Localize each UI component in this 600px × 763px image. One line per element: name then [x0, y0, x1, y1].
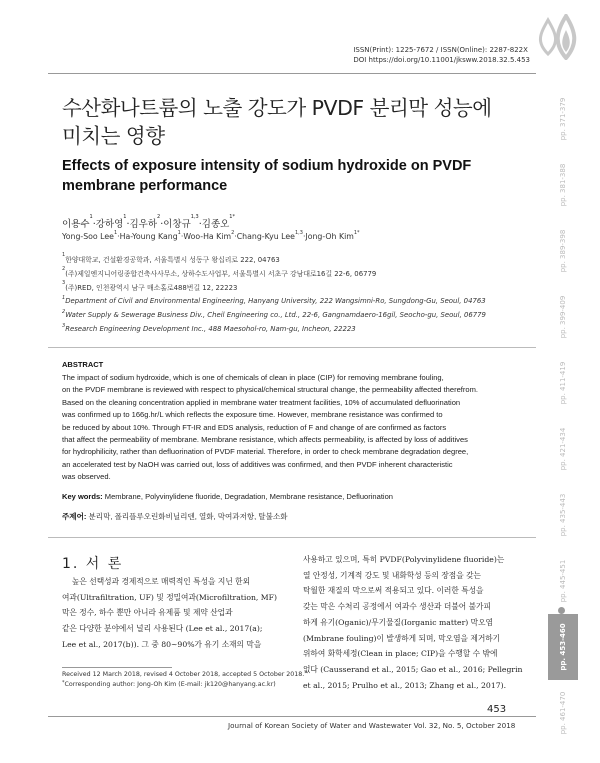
side-index-label: pp. 453-460 [559, 623, 567, 671]
doi-line[interactable]: DOI https://doi.org/10.11001/jksww.2018.32.5.453 [353, 56, 530, 64]
affiliation-en-2 [62, 311, 486, 319]
side-index-item[interactable] [548, 284, 578, 350]
side-index-label: pp. 421-434 [559, 427, 567, 471]
body-line: (Mmbrane fouling)이 발생하게 되며, 막오염을 제거하기 [303, 633, 501, 643]
author-kr-4-sup: 1,3 [190, 214, 199, 220]
author-kr-3: 김우하 [129, 219, 158, 230]
affiliation-kr-1 [62, 254, 280, 264]
footer-divider [48, 716, 536, 717]
affiliation-en-3-text: Research Engineering Development Inc., 488 Maesohol-ro, Nam-gu, Incheon, 22223 [65, 325, 356, 333]
affiliation-kr-1-sup: 1 [62, 252, 66, 258]
body-left-column [62, 574, 286, 653]
author-en-1-sup: 1 [113, 230, 118, 236]
affiliation-kr-1-text: 한양대학교, 건설환경공학과, 서울특별시 성동구 왕십리로 222, 04763 [65, 256, 280, 264]
authors-korean: 이용수$^1$·강하영$^1$·김우하$^2$·이창규$^{1,3}$·김종오$^{1*}$ [62, 214, 235, 230]
side-index-label: pp. 445-451 [559, 559, 567, 603]
footnote-divider [62, 667, 172, 668]
side-index-item[interactable] [548, 218, 578, 284]
side-index-item[interactable] [548, 482, 578, 548]
abstract-line: was confirmed up to 166g.hr/L which reflects the exposure time. However, membrane resistance was confirmed to [62, 410, 443, 420]
side-index-label: pp. 371-379 [559, 97, 567, 141]
affiliation-kr-2-text: (주)제일엔지니어링종합건축사사무소, 상하수도사업부, 서울특별시 서초구 강남대로16길 22-6, 06779 [65, 270, 377, 278]
side-page-index [548, 86, 578, 746]
body-line: 높은 선택성과 경제적으로 매력적인 특성을 지닌 한외 [72, 577, 251, 586]
abstract-heading: ABSTRACT [62, 360, 104, 369]
side-index-marker-dot [558, 607, 565, 614]
body-line: 사용하고 있으며, 특히 PVDF(Polyvinylidene fluoride)는 [303, 555, 505, 564]
keywords-korean [62, 511, 288, 522]
author-kr-4: 이창규 [163, 219, 191, 230]
abstract-line: for hydrophilicity, rather than defluorination of PVDF material. Therefore, in order to check membrane degradation degree, [62, 447, 469, 457]
affiliation-kr-3-text: (주)RED, 인천광역시 남구 매소홀로488번길 12, 22223 [65, 284, 238, 292]
title-korean [62, 94, 522, 150]
affiliation-en-1-sup: 1 [62, 295, 66, 301]
author-en-4-sup: 1,3 [294, 230, 303, 236]
body-line: 없다 (Causserand et al., 2015; Gao et al., 2016; Pellegrin [303, 664, 523, 674]
side-index-label: pp. 435-443 [559, 493, 567, 537]
body-line: 막은 정수, 하수 뿐만 아니라 유제품 및 제약 산업과 [62, 608, 233, 618]
body-line: 탁월한 재질의 막으로써 적용되고 있다. 이러한 특성을 [303, 586, 484, 596]
author-en-4: Chang-Kyu Lee [236, 232, 295, 241]
header-divider [48, 73, 536, 74]
side-index-item-active[interactable] [548, 614, 578, 680]
author-kr-5: 김종오 [201, 219, 230, 230]
body-line: 같은 다양한 분야에서 널리 사용된다 (Lee et al., 2017(a); [62, 624, 263, 634]
side-index-item[interactable] [548, 548, 578, 614]
author-en-2: Ha-Young Kang [119, 232, 178, 241]
body-divider [48, 537, 536, 538]
author-kr-1-sup: 1 [89, 214, 93, 220]
side-index-label: pp. 461-470 [559, 691, 567, 735]
title-korean-line-2: 미치는 영향 [62, 124, 165, 148]
body-line: Lee et al., 2017(b)). 그 중 80~90%가 유기 소재의 막을 [62, 639, 262, 649]
abstract-divider [48, 347, 536, 348]
abstract-line: Based on the cleaning concentration applied in membrane water treatment facilities, 10% of accumulated defluorination [62, 397, 461, 407]
body-right-column [303, 552, 525, 693]
author-kr-2: 강하영 [95, 219, 124, 230]
keywords-label: Key words: [62, 492, 103, 501]
keywords-kr-text: 분리막, 폴리플루오린화비닐리덴, 열화, 막여과저항, 탈불소화 [88, 512, 288, 521]
body-line: 하게 유기(Oganic)/무기물질(Iorganic matter) 막오염 [303, 617, 493, 627]
author-en-3: Woo-Ha Kim [183, 232, 232, 241]
author-kr-1: 이용수 [62, 219, 90, 230]
side-index-item[interactable] [548, 152, 578, 218]
affiliation-kr-3-sup: 3 [62, 280, 66, 286]
side-index-item[interactable] [548, 680, 578, 746]
section-title: 1. 서 론 [62, 556, 124, 572]
abstract-line: an accelerated test by NaOH was carried out, loss of additives was confirmed, and then PVDF inherent characteristic [62, 459, 453, 469]
body-line: et al., 2015; Prulho et al., 2013; Zhang et al., 2017). [303, 680, 507, 690]
side-index-label: pp. 389-398 [559, 229, 567, 273]
affiliation-kr-2 [62, 268, 376, 278]
author-en-5: Jong-Oh Kim [305, 232, 354, 241]
keywords-kr-label: 주제어: [62, 512, 87, 521]
abstract-line: be reduced by about 10%. Through FT-IR and EDS analysis, reduction of F and change of are confirmed as factors [62, 422, 447, 432]
side-index-item[interactable] [548, 416, 578, 482]
side-index-label: pp. 381-388 [559, 163, 567, 207]
abstract-body [62, 372, 525, 484]
affiliation-kr-2-sup: 2 [62, 266, 66, 272]
abstract-line: The impact of sodium hydroxide, which is one of chemicals of clean in place (CIP) for removing membrane fouling, [62, 373, 444, 382]
affiliation-en-3 [62, 325, 356, 333]
author-kr-3-sup: 2 [157, 214, 161, 220]
affiliation-en-2-text: Water Supply & Sewerage Business Div., Cheil Engineering co., Ltd., 22-6, Gangnamdaero-16gil, Seocho-gu, Seoul, 06779 [65, 311, 486, 319]
water-drop-logo-icon [526, 14, 586, 60]
journal-citation: Journal of Korean Society of Water and Wastewater Vol. 32, No. 5, October 2018 [228, 721, 516, 730]
side-index-label: pp. 411-419 [559, 361, 567, 405]
author-en-3-sup: 2 [231, 230, 235, 236]
authors-english: Yong-Soo Lee$^1$·Ha-Young Kang$^1$·Woo-Ha Kim$^2$·Chang-Kyu Lee$^{1,3}$·Jong-Oh Kim$^{1*}$ [62, 230, 360, 241]
footnote-corresponding-sup: * [62, 680, 65, 686]
title-korean-line-1: 수산화나트륨의 노출 강도가 PVDF 분리막 성능에 [62, 96, 492, 120]
author-kr-2-sup: 1 [123, 214, 127, 220]
issn-line: ISSN(Print): 1225-7672 / ISSN(Online): 2287-822X [353, 46, 528, 54]
footnote-corresponding [62, 680, 276, 690]
abstract-line: was observed. [62, 472, 111, 482]
affiliation-en-1 [62, 297, 486, 305]
side-index-item[interactable] [548, 350, 578, 416]
affiliation-kr-3 [62, 282, 237, 292]
side-index-label: pp. 399-409 [559, 295, 567, 339]
body-line: 위하여 화학세정(Clean in place; CIP)을 수행할 수 밖에 [303, 649, 498, 659]
issn-doi-block [353, 45, 530, 65]
author-en-2-sup: 1 [177, 230, 181, 236]
body-line: 열 안정성, 기계적 강도 및 내화학성 등의 장점을 갖는 [303, 570, 481, 580]
affiliation-en-3-sup: 3 [62, 323, 66, 329]
footnote-received: Received 12 March 2018, revised 4 October 2018, accepted 5 October 2018. [62, 671, 305, 678]
keywords-english [62, 492, 393, 501]
affiliation-en-2-sup: 2 [62, 309, 66, 315]
author-en-5-sup: 1* [353, 230, 360, 236]
author-en-1: Yong-Soo Lee [62, 232, 114, 241]
abstract-line: that affect the permeability of membrane. Membrane resistance, which affects permeability, is affected by loss of additives [62, 435, 468, 445]
keywords-text: Membrane, Polyvinylidene fluoride, Degradation, Membrane resistance, Defluorination [104, 492, 393, 501]
title-english-line-2: membrane performance [62, 178, 228, 194]
abstract-line: on the PVDF membrane is reviewed with respect to physical/chemical structural change, the permeability affected therefrom. [62, 385, 478, 395]
page-number: 453 [487, 704, 507, 715]
side-index-item[interactable] [548, 86, 578, 152]
body-line: 여과(Ultrafiltration, UF) 및 정밀여과(Microfiltration, MF) [62, 592, 278, 602]
affiliation-en-1-text: Department of Civil and Environmental Engineering, Hanyang University, 222 Wangsimni-Ro, Sungdong-Gu, Seoul, 04763 [65, 297, 486, 305]
title-english-line-1: Effects of exposure intensity of sodium hydroxide on PVDF [62, 158, 472, 174]
author-kr-5-sup: 1* [229, 214, 235, 220]
body-line: 갖는 막은 수처리 공정에서 여과수 생산과 더불어 불가피 [303, 602, 491, 612]
title-english [62, 156, 502, 196]
footnote-corresponding-text: Corresponding author: Jong-Oh Kim (E-mail: jk120@hanyang.ac.kr) [64, 681, 276, 688]
